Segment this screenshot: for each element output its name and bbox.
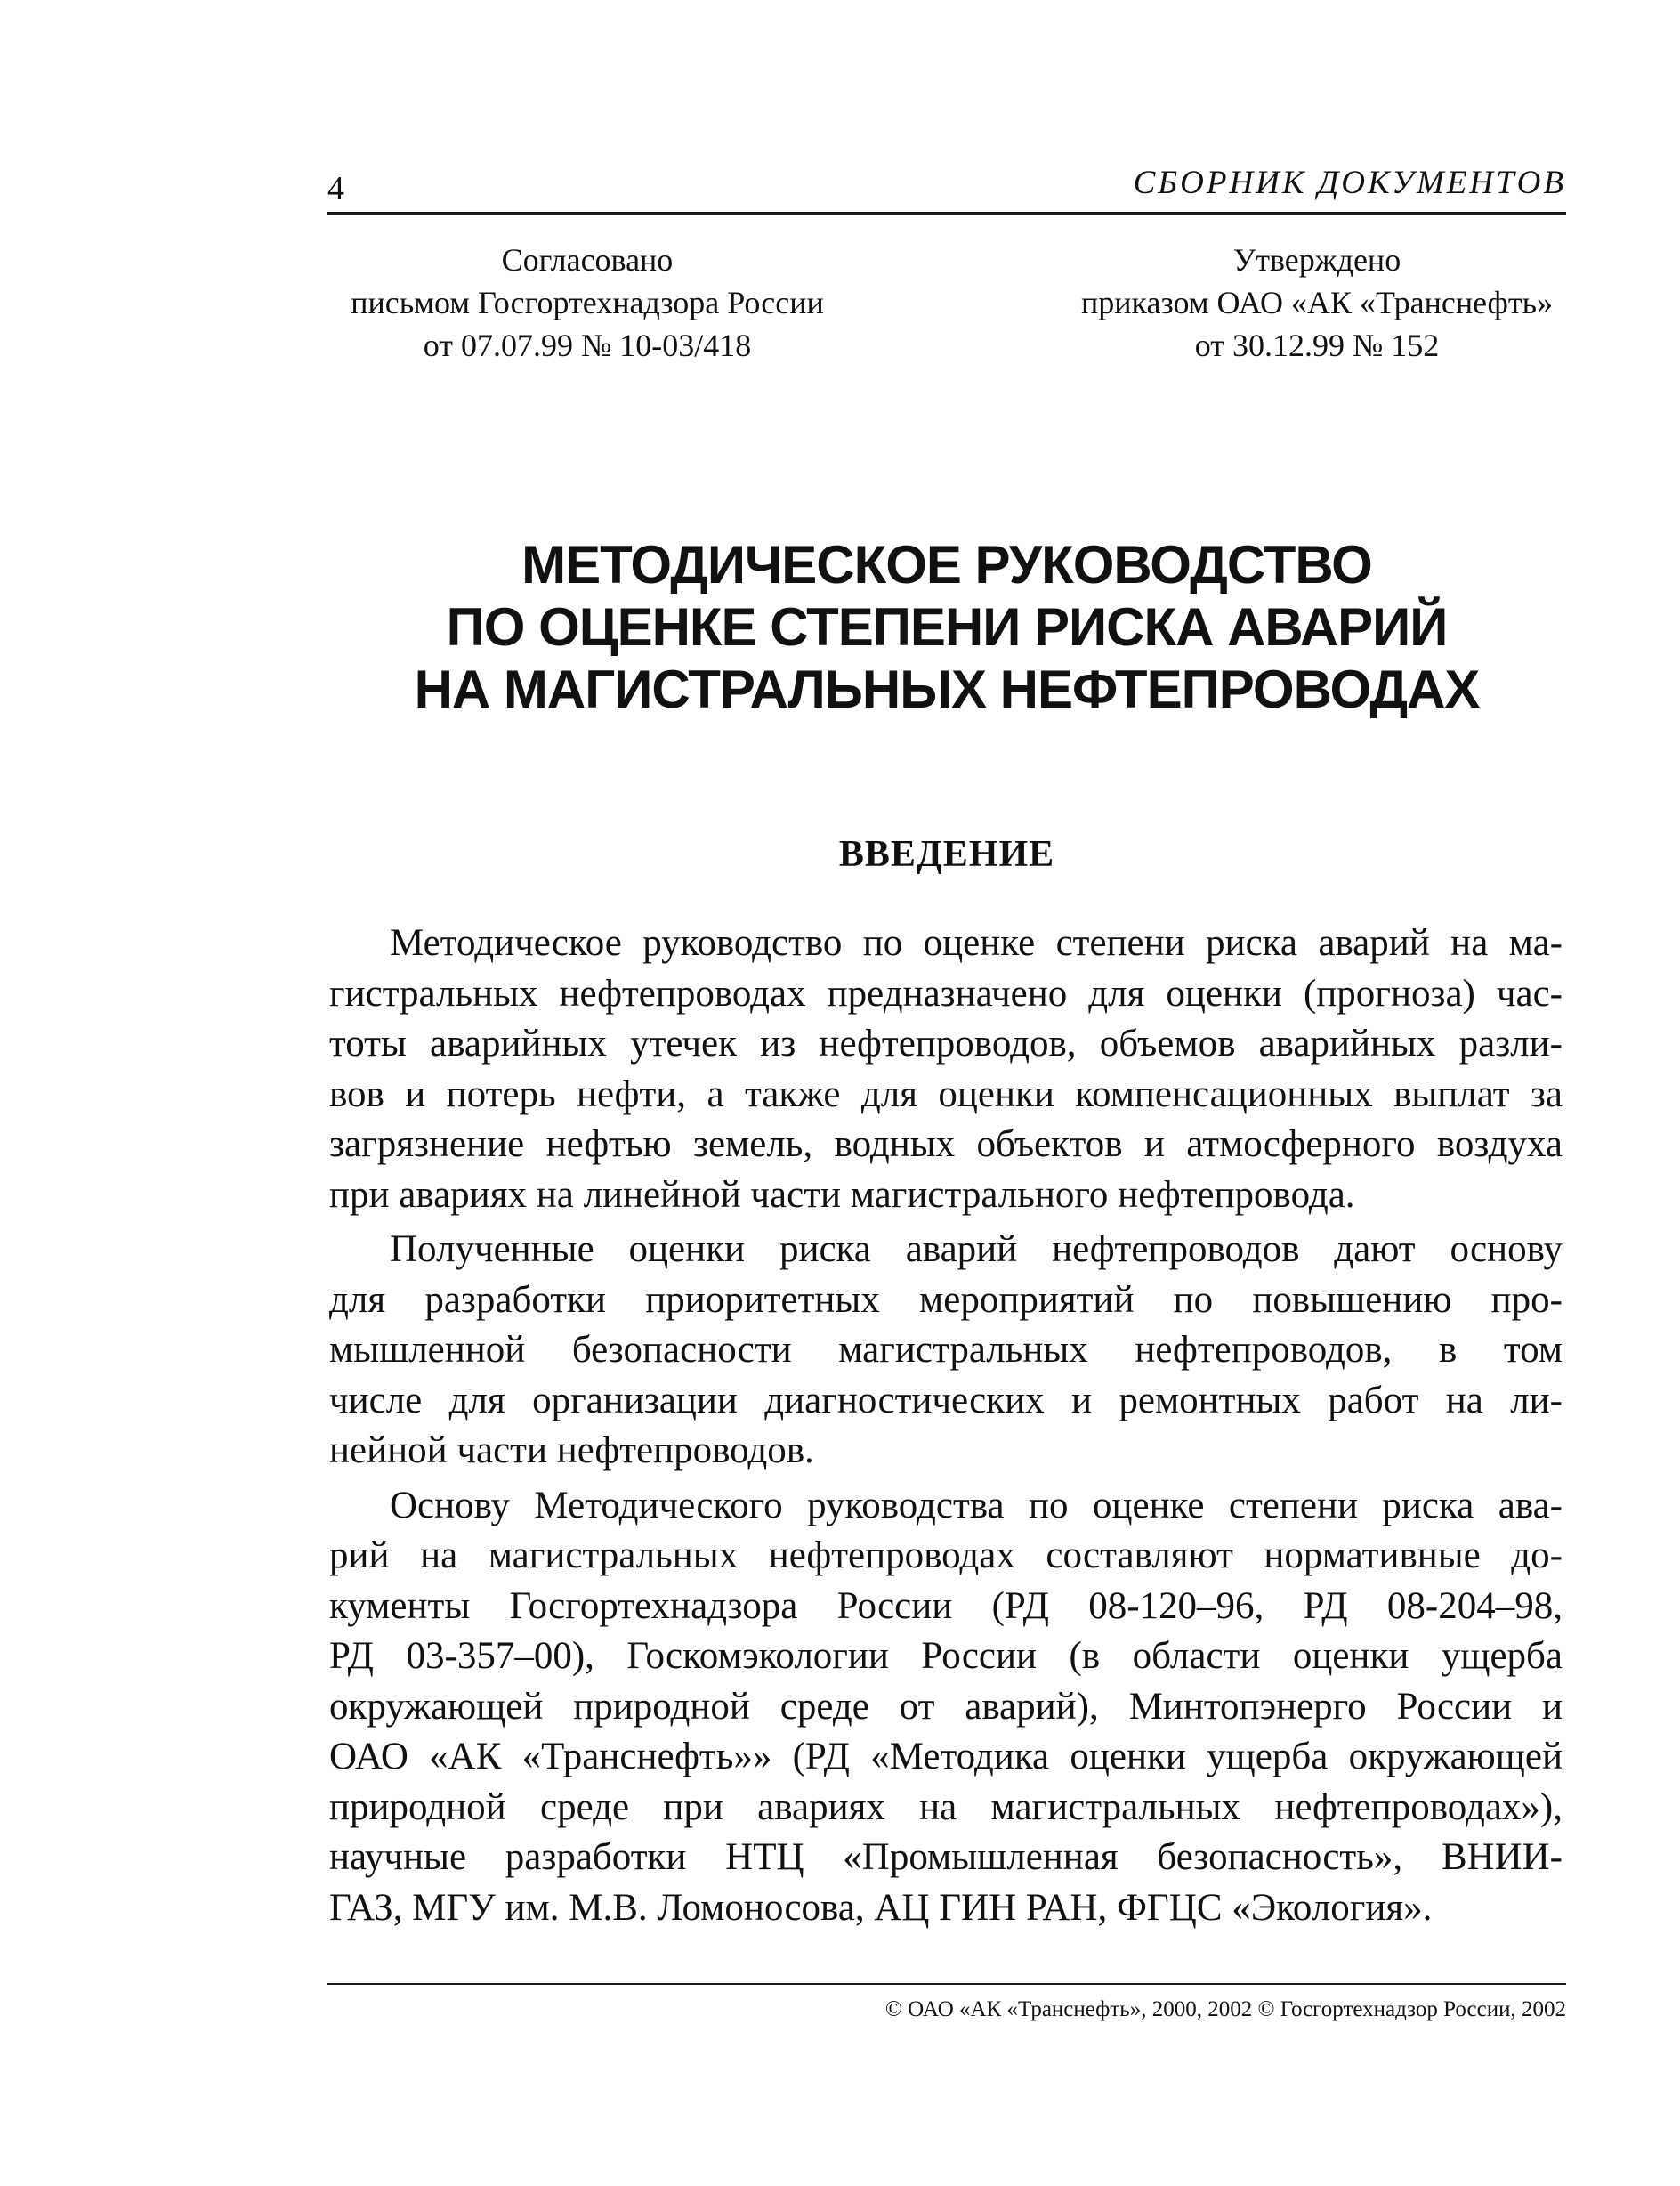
text-line: мышленной безопасности магистральных нефтепроводов, в том bbox=[329, 1329, 1563, 1371]
body-text bbox=[329, 919, 1563, 1938]
paragraph bbox=[329, 919, 1563, 1220]
text-line: Полученные оценки риска аварий нефтепроводов дают основу bbox=[390, 1228, 1563, 1270]
text-line: окружающей природной среде от аварий), Минтопэнерго России и bbox=[329, 1685, 1563, 1728]
footer-divider bbox=[327, 1983, 1566, 1985]
text-line: при авариях на линейной части магистрального нефтепровода. bbox=[329, 1173, 1355, 1216]
approval-agreed-label: Согласовано bbox=[501, 242, 674, 278]
text-line: рий на магистральных нефтепроводах составляют нормативные до- bbox=[329, 1534, 1563, 1576]
paragraph bbox=[329, 1481, 1563, 1934]
approval-agreed-authority: письмом Госгортехнадзора России bbox=[351, 285, 824, 320]
approval-approved-block bbox=[1032, 239, 1602, 367]
text-line: РД 03-357–00), Госкомэкологии России (в области оценки ущерба bbox=[329, 1635, 1563, 1677]
copyright-notice: © ОАО «АК «Транснефть», 2000, 2002 © Госгортехнадзор России, 2002 bbox=[884, 1997, 1566, 2021]
approval-agreed-block bbox=[320, 239, 854, 367]
approval-approved-reference: от 30.12.99 № 152 bbox=[1194, 328, 1440, 363]
document-title-line: ПО ОЦЕНКЕ СТЕПЕНИ РИСКА АВАРИЙ bbox=[446, 597, 1448, 657]
text-line: природной среде при авариях на магистральных нефтепроводах»), bbox=[329, 1785, 1563, 1828]
text-line: Основу Методического руководства по оценке степени риска ава- bbox=[390, 1484, 1563, 1526]
text-line: ОАО «АК «Транснефть»» (РД «Методика оценки ущерба окружающей bbox=[329, 1736, 1563, 1777]
running-header bbox=[327, 158, 1566, 215]
approval-agreed-reference: от 07.07.99 № 10-03/418 bbox=[423, 328, 752, 363]
paragraph bbox=[329, 1225, 1563, 1477]
text-line: числе для организации диагностических и ремонтных работ на ли- bbox=[329, 1379, 1563, 1421]
approval-approved-label: Утверждено bbox=[1232, 242, 1401, 278]
text-line: нейной части нефтепроводов. bbox=[329, 1429, 814, 1471]
text-line: тоты аварийных утечек из нефтепроводов, объемов аварийных разли- bbox=[329, 1023, 1563, 1065]
section-heading: ВВЕДЕНИЕ bbox=[838, 834, 1055, 875]
text-line: научные разработки НТЦ «Промышленная безопасность», ВНИИ- bbox=[329, 1836, 1563, 1878]
document-title bbox=[327, 534, 1566, 721]
approval-approved-authority: приказом ОАО «АК «Транснефть» bbox=[1081, 285, 1553, 320]
collection-title: СБОРНИК ДОКУМЕНТОВ bbox=[1133, 165, 1566, 201]
document-title-line: НА МАГИСТРАЛЬНЫХ НЕФТЕПРОВОДАХ bbox=[414, 660, 1480, 719]
page-number: 4 bbox=[327, 170, 344, 207]
text-line: вов и потерь нефти, а также для оценки компенсационных выплат за bbox=[329, 1073, 1563, 1115]
text-line: для разработки приоритетных мероприятий по повышению про- bbox=[329, 1278, 1563, 1321]
text-line: Методическое руководство по оценке степени риска аварий на ма- bbox=[390, 922, 1563, 964]
text-line: кументы Госгортехнадзора России (РД 08-120–96, РД 08-204–98, bbox=[329, 1584, 1563, 1627]
text-line: ГАЗ, МГУ им. М.В. Ломоносова, АЦ ГИН РАН, ФГЦС «Экология». bbox=[329, 1886, 1433, 1929]
document-title-line: МЕТОДИЧЕСКОЕ РУКОВОДСТВО bbox=[521, 535, 1372, 595]
text-line: загрязнение нефтью земель, водных объектов и атмосферного воздуха bbox=[329, 1123, 1563, 1165]
text-line: гистральных нефтепроводах предназначено для оценки (прогноза) час- bbox=[329, 972, 1563, 1015]
